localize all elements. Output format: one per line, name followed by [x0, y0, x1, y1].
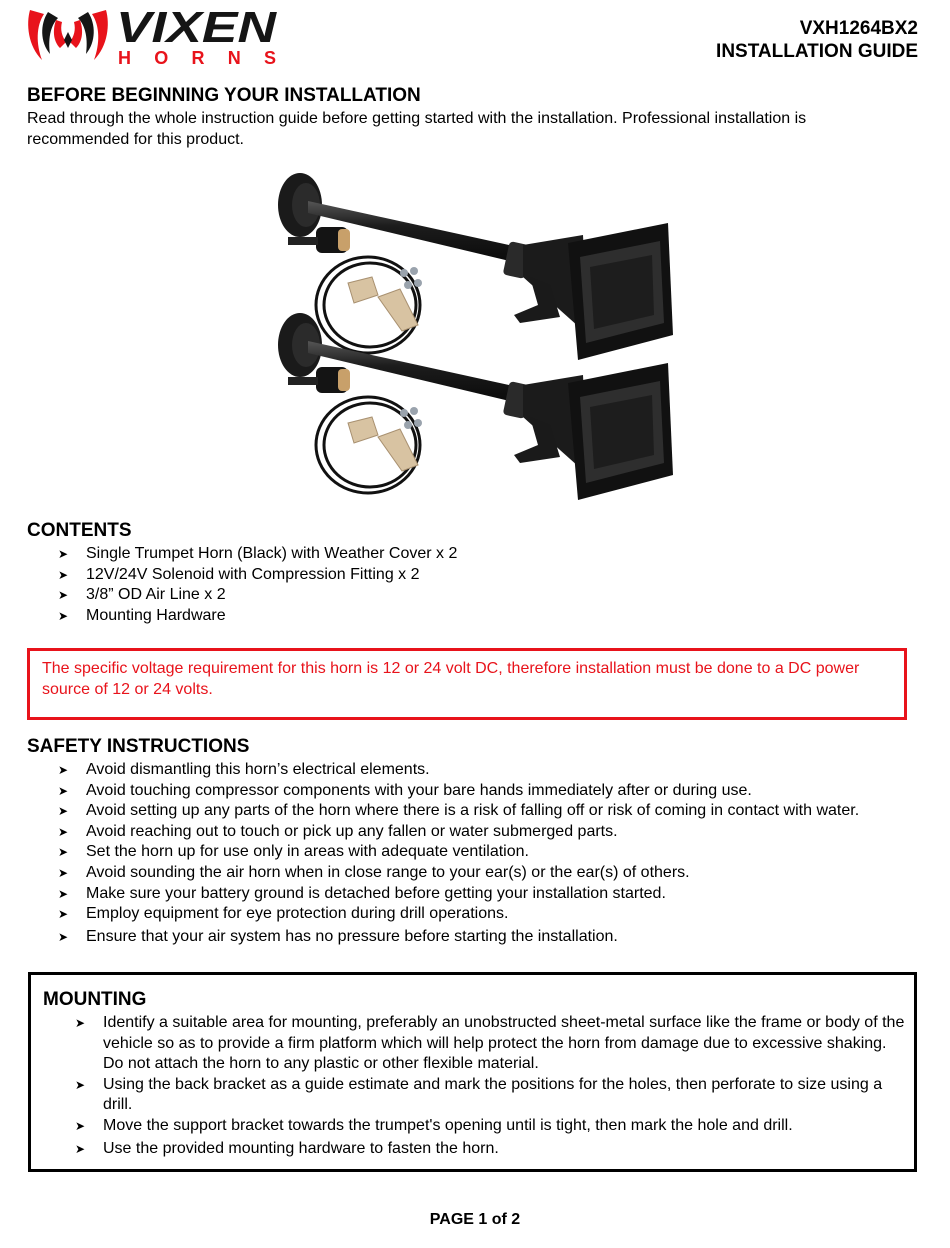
arrowhead-bullet-icon: ➤ [75, 1141, 86, 1156]
logo-wordmark: VIXEN [116, 3, 278, 52]
document-title: INSTALLATION GUIDE [716, 41, 918, 62]
list-item: ➤ Avoid touching compressor components with your bare hands immediately after or during use. [27, 781, 927, 802]
contents-heading: CONTENTS [27, 520, 132, 541]
arrowhead-bullet-icon: ➤ [58, 804, 69, 819]
contents-list [27, 544, 887, 626]
intro-text: Read through the whole instruction guide before getting started with the installation. Professional installation is recommended for this product. [27, 110, 807, 148]
list-item: ➤ Set the horn up for use only in areas with adequate ventilation. [27, 842, 927, 863]
arrowhead-bullet-icon: ➤ [75, 1016, 86, 1030]
list-item: ➤ Move the support bracket towards the trumpet's opening until is tight, then mark the hole and drill. [43, 1116, 908, 1137]
list-item: ➤ Avoid reaching out to touch or pick up any fallen or water submerged parts. [27, 822, 927, 843]
arrowhead-bullet-icon: ➤ [58, 783, 69, 798]
mounting-heading: MOUNTING [43, 989, 147, 1010]
list-item: ➤ Use the provided mounting hardware to fasten the horn. [43, 1139, 908, 1160]
arrowhead-bullet-icon: ➤ [58, 608, 69, 623]
intro-heading: BEFORE BEGINNING YOUR INSTALLATION [27, 85, 421, 106]
arrowhead-bullet-icon: ➤ [75, 1077, 86, 1092]
list-item: ➤ Make sure your battery ground is detached before getting your installation started. [27, 884, 927, 905]
vixen-horns-logo [26, 2, 282, 68]
list-item: ➤ Avoid sounding the air horn when in close range to your ear(s) or the ear(s) of others. [27, 863, 927, 884]
arrowhead-bullet-icon: ➤ [58, 845, 69, 860]
model-number: VXH1264BX2 [799, 18, 918, 39]
page-number: PAGE 1 of 2 [429, 1211, 521, 1228]
arrowhead-bullet-icon: ➤ [58, 824, 69, 839]
safety-heading: SAFETY INSTRUCTIONS [27, 736, 250, 757]
list-item: ➤ Identify a suitable area for mounting, preferably an unobstructed sheet-metal surface like the frame or body of the vehicle so as to provide a firm platform which will help protect the horn from damage due to excessive shaking. Do not attach the horn to any plastic or other flexible material. [75, 1014, 905, 1073]
arrowhead-bullet-icon: ➤ [58, 763, 69, 777]
arrowhead-bullet-icon: ➤ [75, 1118, 86, 1133]
product-image [268, 165, 678, 505]
arrowhead-bullet-icon: ➤ [58, 886, 69, 901]
arrowhead-bullet-icon: ➤ [58, 865, 69, 880]
list-item: ➤ Avoid dismantling this horn’s electrical elements. [27, 760, 927, 781]
list-item: ➤ Ensure that your air system has no pressure before starting the installation. [27, 927, 927, 948]
list-item: ➤ 12V/24V Solenoid with Compression Fitting x 2 [27, 565, 887, 586]
logo-subtext: HORNS [118, 48, 276, 68]
list-item: ➤ 3/8” OD Air Line x 2 [27, 585, 887, 606]
arrowhead-bullet-icon: ➤ [58, 567, 69, 582]
document-header [716, 17, 918, 63]
list-item: ➤ Employ equipment for eye protection during drill operations. [27, 904, 927, 925]
list-item: ➤ Avoid setting up any parts of the horn where there is a risk of falling off or risk of coming in contact with water. [27, 801, 927, 822]
mounting-box [28, 972, 917, 1172]
mounting-list [43, 1013, 908, 1159]
list-item: ➤ Using the back bracket as a guide estimate and mark the positions for the holes, then perforate to size using a drill. [75, 1075, 883, 1114]
arrowhead-bullet-icon: ➤ [58, 588, 69, 603]
arrowhead-bullet-icon: ➤ [58, 929, 69, 944]
voltage-warning-box [27, 648, 907, 720]
arrowhead-bullet-icon: ➤ [58, 907, 69, 922]
horn-top [278, 173, 673, 360]
list-item: ➤ Single Trumpet Horn (Black) with Weather Cover x 2 [27, 544, 887, 565]
safety-list [27, 760, 927, 947]
list-item: ➤ Mounting Hardware [27, 606, 887, 627]
arrowhead-bullet-icon: ➤ [58, 547, 69, 561]
voltage-warning-text: The specific voltage requirement for this horn is 12 or 24 volt DC, therefore installation must be done to a DC power source of 12 or 24 volts. [42, 660, 860, 698]
